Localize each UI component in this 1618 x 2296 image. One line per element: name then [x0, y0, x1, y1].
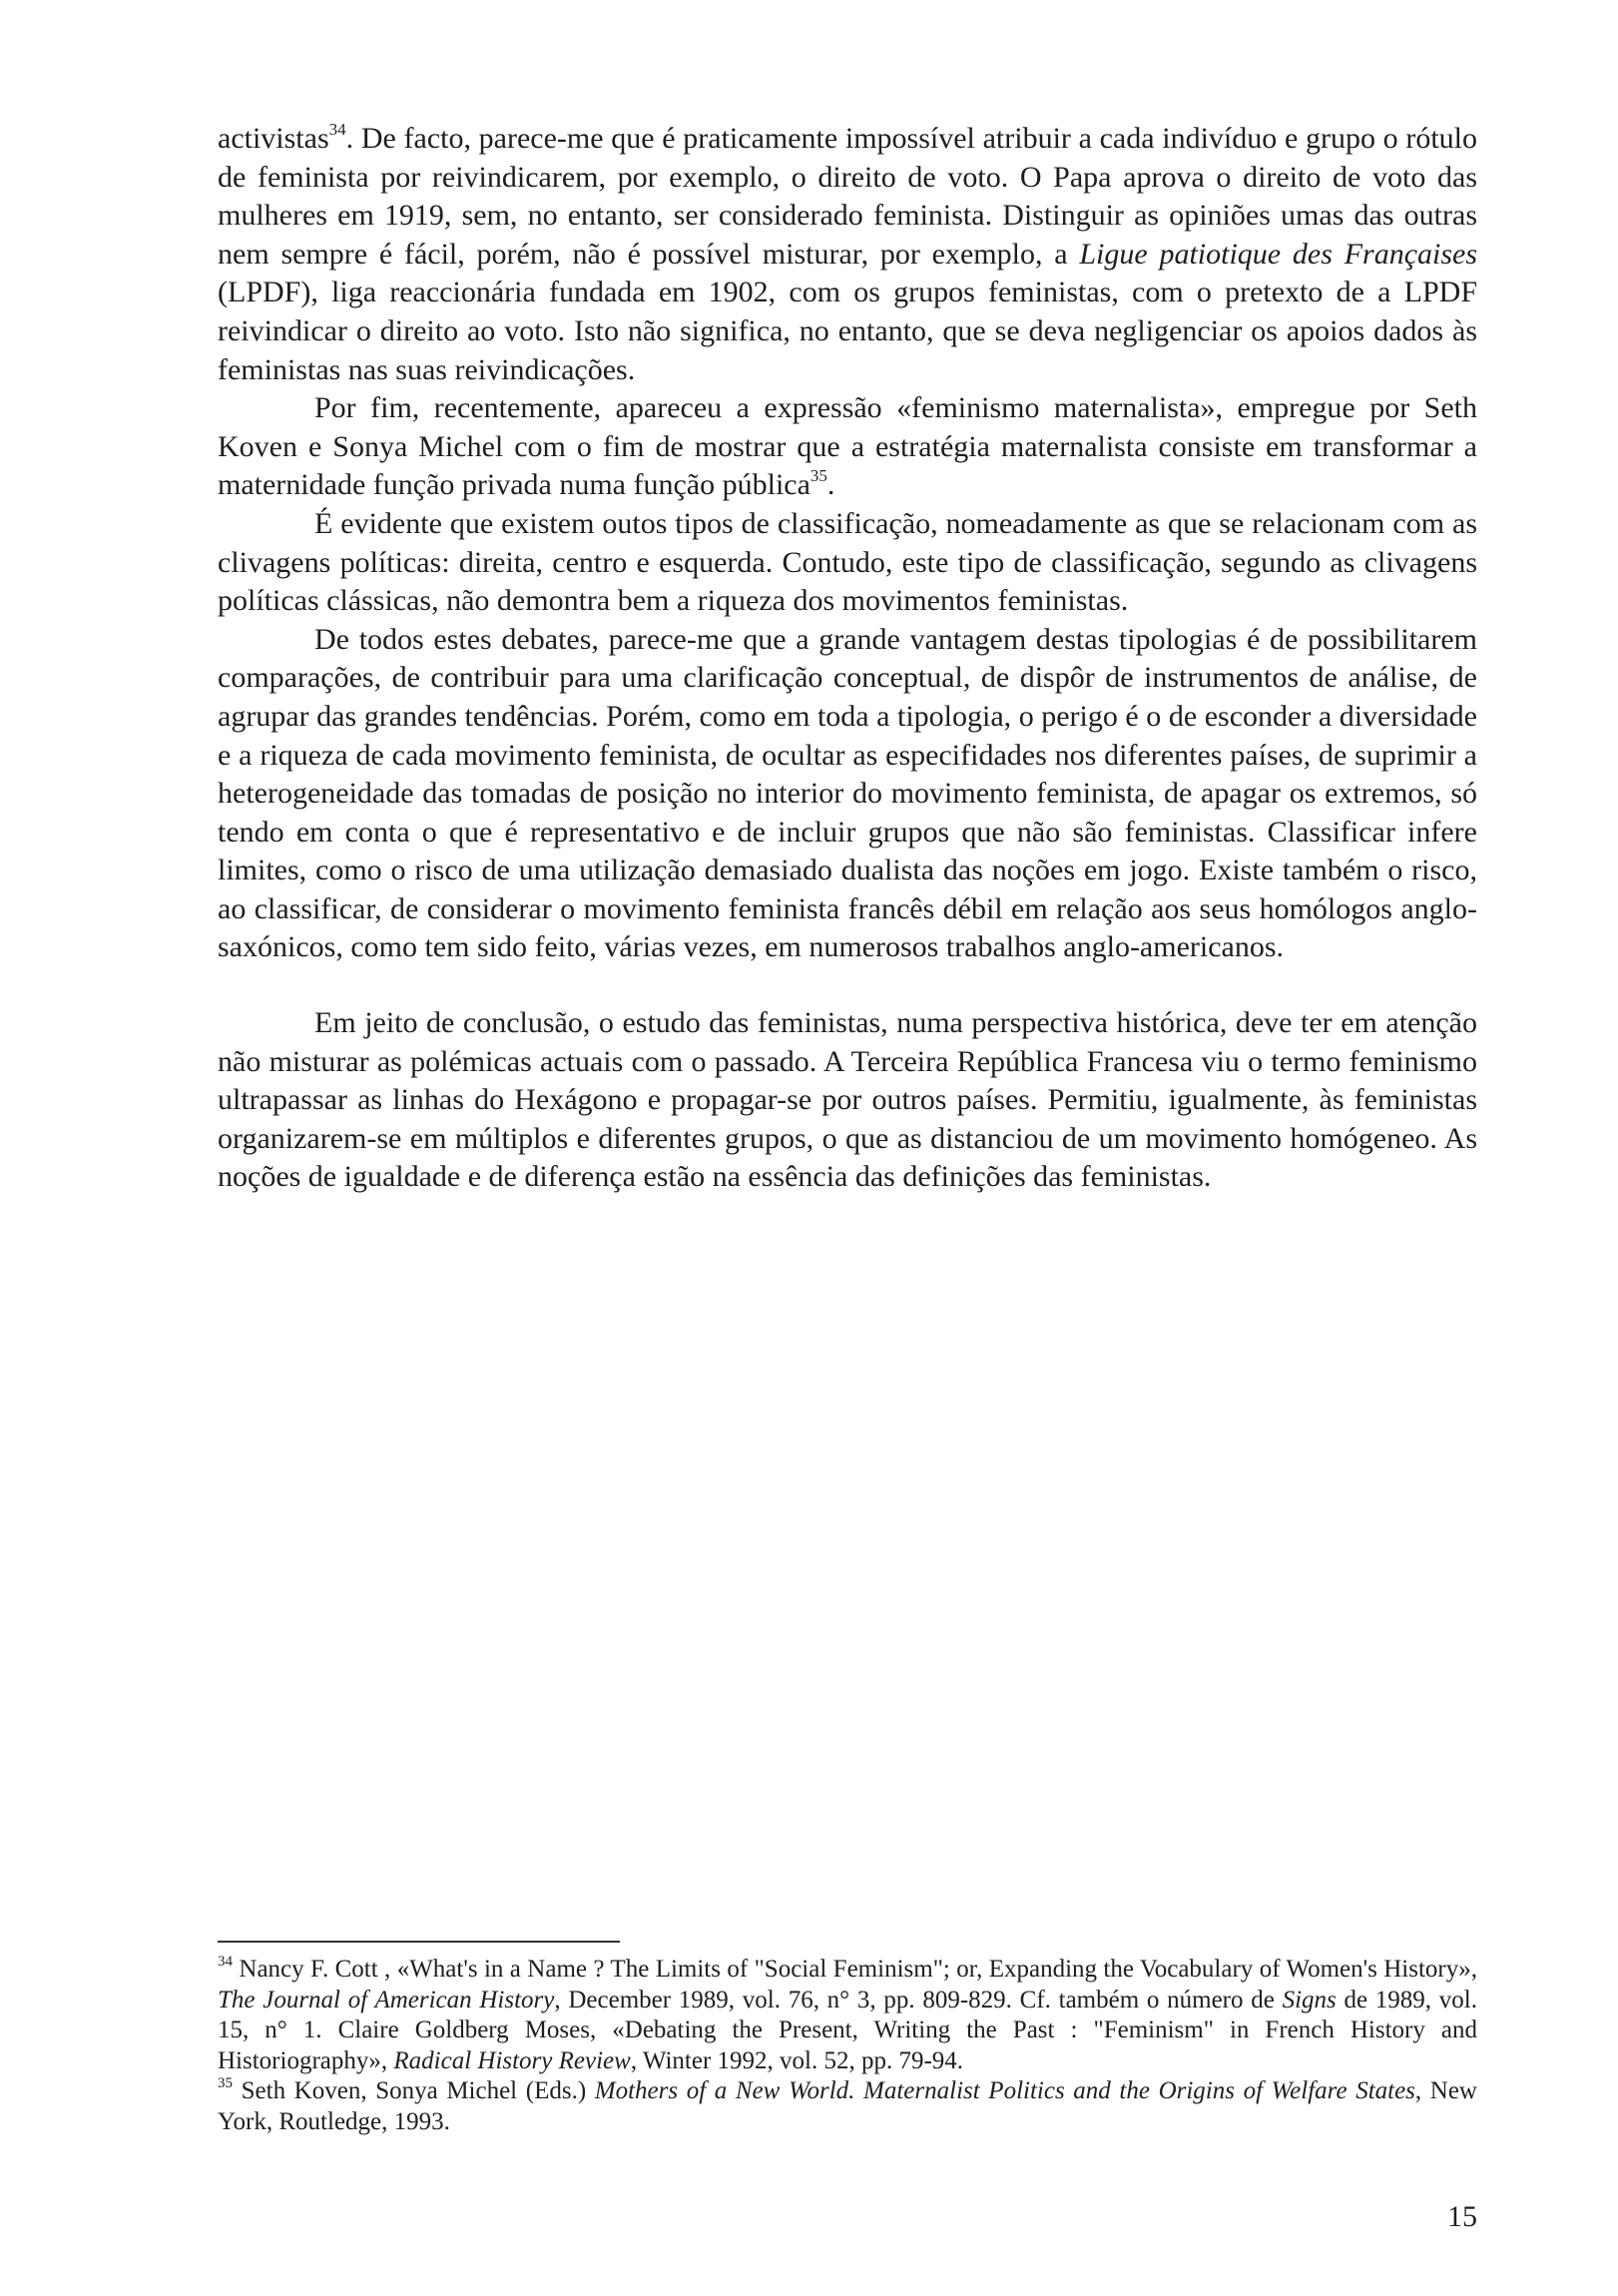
paragraph-2 — [218, 389, 1477, 505]
text-run: (LPDF), liga reaccionária fundada em 1902, com os grupos feministas, com o pretexto de a LPDF reivindicar o direito ao voto. Isto não significa, no entanto, que se deva negligenciar os apoios dados às feministas nas suas reivindicações. — [218, 276, 1477, 386]
footnote-ref-35[interactable]: 35 — [809, 466, 827, 486]
text-run: activistas — [218, 122, 329, 155]
footnote-number: 34 — [218, 1954, 233, 1970]
paragraph-5: Em jeito de conclusão, o estudo das feministas, numa perspectiva histórica, deve ter em atenção não misturar as polémicas actuais com o passado. A Terceira República Francesa viu o termo feminismo ultrapassar as linhas do Hexágono e propagar-se por outros países. Permitiu, igualmente, às feministas organizarem-se em múltiplos e diferentes grupos, o que as distanciou de um movimento homógeneo. As noções de igualdade e de diferença estão na essência das definições das feministas. — [218, 1006, 1477, 1194]
italic-title: Signs — [1282, 1986, 1337, 2013]
italic-title: The Journal of American History — [218, 1986, 555, 2013]
text-run: Por fim, recentemente, apareceu a expressão «feminismo maternalista», empregue por Seth Koven e Sonya Michel com o fim de mostrar que a estratégia maternalista consiste em transformar a maternidade função privada numa função pública — [218, 391, 1477, 502]
footnote-separator — [218, 1941, 620, 1943]
paragraph-3: É evidente que existem outos tipos de classificação, nomeadamente as que se relacionam com as clivagens políticas: direita, centro e esquerda. Contudo, este tipo de classificação, segundo as clivagens políticas clássicas, não demontra bem a riqueza dos movimentos feministas. — [218, 506, 1477, 618]
italic-title: Mothers of a New World. Maternalist Politics and the Origins of Welfare States — [594, 2077, 1415, 2105]
text-run: Nancy F. Cott , «What's in a Name ? The Limits of "Social Feminism"; or, Expanding the Vocabulary of Women's History», — [233, 1956, 1477, 1983]
body-text — [218, 120, 1477, 1197]
footnote-35 — [218, 2076, 1477, 2137]
text-run: , New York, Routledge, 1993. — [218, 2077, 1477, 2135]
footnote-ref-34[interactable]: 34 — [328, 120, 346, 139]
footnotes — [218, 1955, 1477, 2138]
page-number: 15 — [1447, 2200, 1477, 2233]
text-run: . De facto, parece-me que é praticamente impossível atribuir a cada indivíduo e grupo o rótulo de feminista por reivindicarem, por exemplo, o direito de voto. O Papa aprova o direito de voto das mulheres em 1919, sem, no entanto, ser considerado feminista. Distinguir as opiniões umas das outras nem sempre é fácil, porém, não é possível misturar, por exemplo, a — [218, 122, 1477, 271]
paragraph-1 — [218, 120, 1477, 389]
italic-title: Ligue patiotique des Françaises — [1079, 237, 1478, 271]
footnote-34 — [218, 1955, 1477, 2076]
text-run: Seth Koven, Sonya Michel (Eds.) — [233, 2077, 595, 2105]
paragraph-4: De todos estes debates, parece-me que a grande vantagem destas tipologias é de possibilitarem comparações, de contribuir para uma clarificação conceptual, de dispôr de instrumentos de análise, de agrupar das grandes tendências. Porém, como em toda a tipologia, o perigo é o de esconder a diversidade e a riqueza de cada movimento feminista, de ocultar as especifidades nos diferentes países, de suprimir a heterogeneidade das tomadas de posição no interior do movimento feminista, de apagar os extremos, só tendo em conta o que é representativo e de incluir grupos que não são feministas. Classificar infere limites, como o risco de uma utilização demasiado dualista das noções em jogo. Existe também o risco, ao classificar, de considerar o movimento feminista francês débil em relação aos seus homólogos anglo-saxónicos, como tem sido feito, várias vezes, em numerosos trabalhos anglo-americanos. — [218, 622, 1477, 964]
text-run: de 1989, vol. 15, n° 1. Claire Goldberg Moses, «Debating the Present, Writing the Past : "Feminism" in French History and Historiography», — [218, 1986, 1477, 2074]
footnote-number: 35 — [218, 2075, 233, 2092]
text-run: , December 1989, vol. 76, n° 3, pp. 809-829. Cf. também o número de — [554, 1986, 1283, 2013]
italic-title: Radical History Review — [393, 2046, 631, 2074]
text-run: . — [826, 468, 835, 502]
text-run: , Winter 1992, vol. 52, pp. 79-94. — [630, 2046, 964, 2074]
